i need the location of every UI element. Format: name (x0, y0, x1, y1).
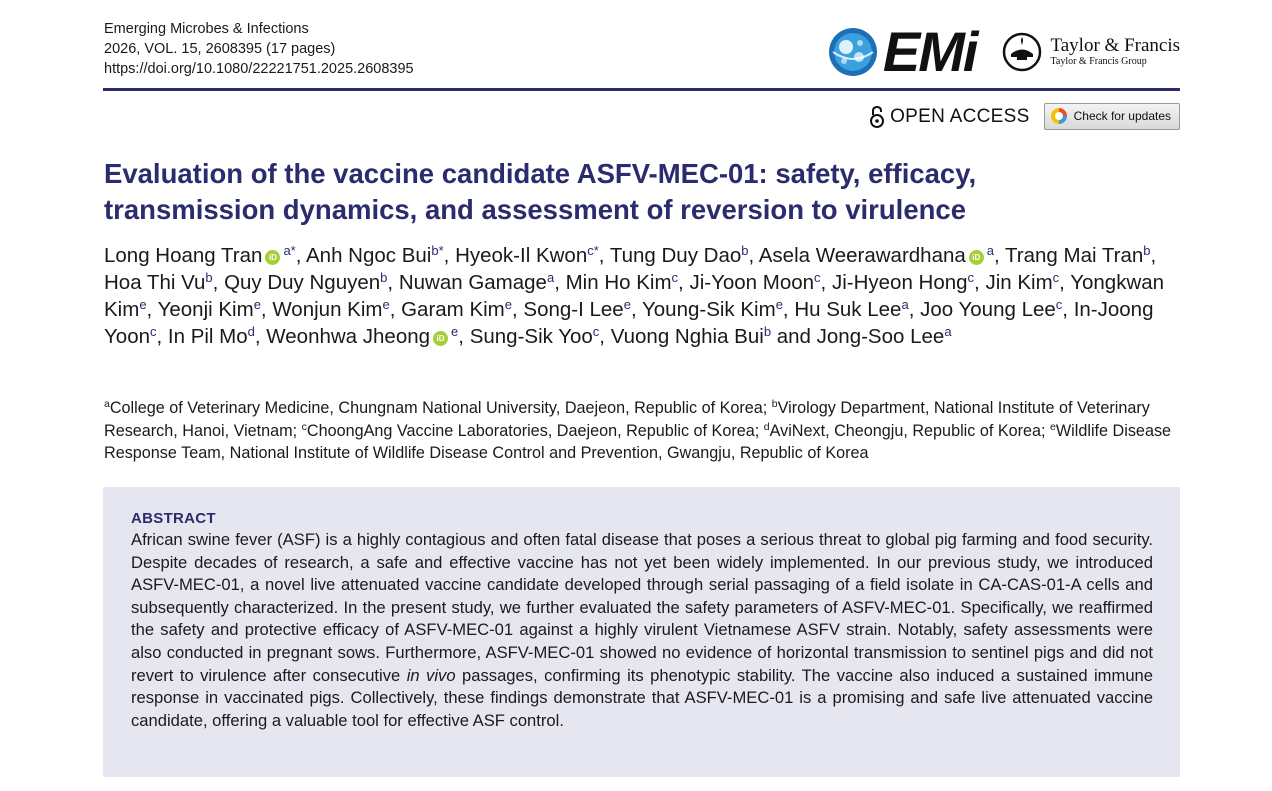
author-affiliation-marker: e (382, 297, 390, 312)
author[interactable] (399, 271, 554, 294)
author-name: Sung-Sik Yoo (469, 325, 593, 348)
abstract-text-part-1: African swine fever (ASF) is a highly contagious and often fatal disease that poses a serious threat to global pig farming and food security. Despite decades of research, a safe and effective vaccine has not yet been widely implemented. In our previous study, we introduced ASFV-MEC-01, a novel live attenuated vaccine candidate developed through serial passaging of a field isolate in CA-CAS-01-A cells and subsequently characterized. In the present study, we further evaluated the safety parameters of ASFV-MEC-01. Specifically, we reaffirmed the safety and protective efficacy of ASFV-MEC-01 against a highly virulent Vietnamese ASFV strain. Notably, safety assessments were also conducted in pregnant sows. Furthermore, ASFV-MEC-01 showed no evidence of horizontal transmission to sentinel pigs and did not revert to virulence after consecutive (131, 530, 1153, 685)
author[interactable] (224, 271, 387, 294)
author-affiliation-marker: a (986, 243, 995, 258)
author-separator: , (146, 298, 158, 321)
author[interactable] (401, 298, 512, 321)
author-name: Asela Weerawardhana (758, 244, 966, 267)
author[interactable] (920, 298, 1062, 321)
author[interactable] (817, 325, 952, 348)
author-affiliation-marker: e (623, 297, 631, 312)
author-separator: , (1059, 271, 1071, 294)
check-updates-label: Check for updates (1073, 109, 1171, 123)
abstract-text (131, 529, 1153, 732)
abstract-italic-term: in vivo (406, 665, 456, 685)
publisher-logos (827, 20, 1180, 83)
affiliation-key: b (771, 398, 778, 410)
affiliation-text: Virology Department, National Institute of Veterinary Research, Hanoi, Vietnam; (104, 399, 1150, 440)
affiliation-text: AviNext, Cheongju, Republic of Korea; (769, 421, 1051, 440)
author-name: Garam Kim (401, 298, 505, 321)
affiliation-key: c (301, 420, 307, 433)
author-separator: , (994, 244, 1006, 267)
virus-emblem-icon (827, 26, 879, 78)
author-separator: , (254, 325, 267, 348)
author-separator: , (512, 298, 524, 321)
author-name: Yongkwan Kim (104, 271, 1165, 321)
author-name: Min Ho Kim (565, 271, 672, 294)
author[interactable] (272, 298, 389, 321)
author-affiliation-marker: b (741, 243, 749, 258)
author-affiliation-marker: c (592, 324, 600, 339)
author-name: Ji-Yoon Moon (689, 271, 815, 294)
author-affiliation-marker: a (901, 297, 909, 312)
author-separator: , (748, 244, 759, 267)
open-access-badge[interactable] (870, 105, 1030, 129)
author-affiliation-marker: b (380, 270, 388, 285)
author-separator: , (458, 325, 470, 348)
author-separator: , (554, 271, 566, 294)
author-separator: , (260, 298, 273, 321)
author-separator: , (1062, 298, 1074, 321)
author-affiliation-marker: c (1052, 270, 1060, 285)
affiliation-key: a (104, 398, 110, 410)
author-affiliation-marker: e (451, 324, 459, 339)
author-affiliation-marker: b* (431, 243, 444, 258)
author-name: Hoa Thi Vu (104, 271, 206, 294)
lamp-icon (1002, 32, 1042, 72)
author-separator: , (782, 298, 795, 321)
author-name: Anh Ngoc Bui (306, 244, 432, 267)
affiliation-text: ChoongAng Vaccine Laboratories, Daejeon, Republic of Korea; (306, 421, 764, 440)
crossmark-icon (1050, 107, 1068, 125)
open-access-label: OPEN ACCESS (890, 105, 1030, 127)
author-name: In Pil Mo (167, 325, 248, 348)
taylor-francis-logo[interactable] (1002, 32, 1180, 72)
author[interactable] (794, 298, 908, 321)
author-affiliation-marker: c (814, 270, 821, 285)
author-separator: , (156, 325, 168, 348)
author-affiliation-marker: d (247, 324, 255, 339)
author[interactable] (1005, 244, 1150, 267)
author[interactable] (832, 271, 974, 294)
author-separator: , (598, 244, 610, 267)
author[interactable] (759, 244, 994, 267)
check-updates-button[interactable] (1044, 103, 1180, 130)
author-list (104, 242, 1184, 350)
author-name: Quy Duy Nguyen (224, 271, 381, 294)
author-separator: , (908, 298, 921, 321)
author-name: In-Joong Yoon (104, 298, 1154, 348)
author-separator: , (1150, 244, 1157, 267)
open-lock-icon (870, 105, 884, 129)
author[interactable] (104, 271, 213, 294)
author[interactable] (470, 325, 600, 348)
journal-doi[interactable]: https://doi.org/10.1080/22221751.2025.2608395 (104, 61, 414, 77)
author-separator: , (599, 325, 611, 348)
affiliation-key: e (1050, 420, 1056, 433)
publisher-group: Taylor & Francis Group (1050, 56, 1147, 67)
author[interactable] (642, 298, 783, 321)
author-separator: , (212, 271, 225, 294)
author-name: Trang Mai Tran (1005, 244, 1144, 267)
author-affiliation-marker: a (944, 324, 952, 339)
author-name: Nuwan Gamage (398, 271, 547, 294)
author-affiliation-marker: a* (283, 243, 296, 258)
author-affiliation-marker: e (504, 297, 512, 312)
author-affiliation-marker: c (967, 270, 975, 285)
author-name: Vuong Nghia Bui (610, 325, 764, 348)
abstract-text-part-2: passages, confirming its phenotypic stability. The vaccine also induced a sustained immune response in vaccinated pigs. Collectively, these findings demonstrate that ASFV-MEC-01 is a promising and safe live attenuated vaccine candidate, offering a valuable tool for effective ASF control. (131, 665, 1154, 730)
author-separator: and (771, 325, 817, 348)
author-separator: , (820, 271, 832, 294)
author[interactable] (610, 244, 749, 267)
affiliation-list (104, 397, 1184, 465)
orcid-icon[interactable]: iD (433, 331, 448, 346)
author-name: Young-Sik Kim (641, 298, 776, 321)
author-separator: , (443, 244, 456, 267)
author-affiliation-marker: c (1055, 297, 1063, 312)
access-row (870, 103, 1180, 130)
journal-citation: 2026, VOL. 15, 2608395 (17 pages) (104, 41, 336, 57)
author[interactable] (566, 271, 678, 294)
author-affiliation-marker: c (150, 324, 157, 339)
author-name: Hu Suk Lee (794, 298, 902, 321)
abstract-section (103, 487, 1180, 777)
author-separator: , (630, 298, 642, 321)
author-affiliation-marker: e (139, 297, 147, 312)
author-affiliation-marker: b (205, 270, 213, 285)
author-name: Tung Duy Dao (609, 244, 742, 267)
author-name: Yeonji Kim (157, 298, 254, 321)
author-separator: , (678, 271, 690, 294)
header-rule (103, 88, 1180, 91)
journal-name: Emerging Microbes & Infections (104, 21, 309, 37)
publisher-name: Taylor & Francis (1050, 35, 1180, 56)
author[interactable] (306, 244, 444, 267)
author-name: Long Hoang Tran (104, 244, 263, 267)
author-separator: , (295, 244, 306, 267)
author-affiliation-marker: b (1143, 243, 1151, 258)
author-name: Joo Young Lee (920, 298, 1056, 321)
author-name: Song-I Lee (523, 298, 624, 321)
author-name: Jin Kim (985, 271, 1053, 294)
author-separator: , (974, 271, 986, 294)
author-name: Weonhwa Jheong (266, 325, 431, 348)
author[interactable] (158, 298, 261, 321)
affiliation-key: d (763, 420, 770, 433)
article-title: Evaluation of the vaccine candidate ASFV-MEC-01: safety, efficacy, transmission dynamics, and assessment of reversion to virulence (104, 158, 977, 225)
emi-wordmark: EMi (882, 20, 977, 83)
author-separator: , (389, 298, 402, 321)
author-affiliation-marker: e (253, 297, 261, 312)
abstract-heading: ABSTRACT (131, 510, 216, 527)
author[interactable] (611, 325, 771, 348)
author-affiliation-marker: a (546, 270, 555, 285)
journal-info (104, 19, 414, 79)
author[interactable] (266, 325, 458, 348)
author-affiliation-marker: c (671, 270, 679, 285)
author[interactable] (455, 244, 599, 267)
author-affiliation-marker: b (763, 324, 772, 339)
author-name: Jong-Soo Lee (816, 325, 945, 348)
author[interactable] (168, 325, 255, 348)
author-separator: , (387, 271, 399, 294)
author-affiliation-marker: e (775, 297, 783, 312)
author[interactable] (523, 298, 631, 321)
author[interactable] (985, 271, 1059, 294)
emi-logo[interactable] (827, 20, 977, 83)
author[interactable] (104, 244, 296, 267)
author-affiliation-marker: c* (587, 243, 599, 258)
author[interactable] (689, 271, 820, 294)
author-name: Ji-Hyeon Hong (831, 271, 968, 294)
affiliation-text: Wildlife Disease Response Team, National Institute of Wildlife Disease Control and Prevention, Gwangju, Republic of Korea (104, 421, 1172, 462)
orcid-icon[interactable]: iD (969, 250, 984, 265)
orcid-icon[interactable]: iD (265, 250, 280, 265)
author-name: Wonjun Kim (272, 298, 383, 321)
affiliation-text: College of Veterinary Medicine, Chungnam National University, Daejeon, Republic of Korea; (109, 399, 772, 417)
author-name: Hyeok-Il Kwon (455, 244, 588, 267)
